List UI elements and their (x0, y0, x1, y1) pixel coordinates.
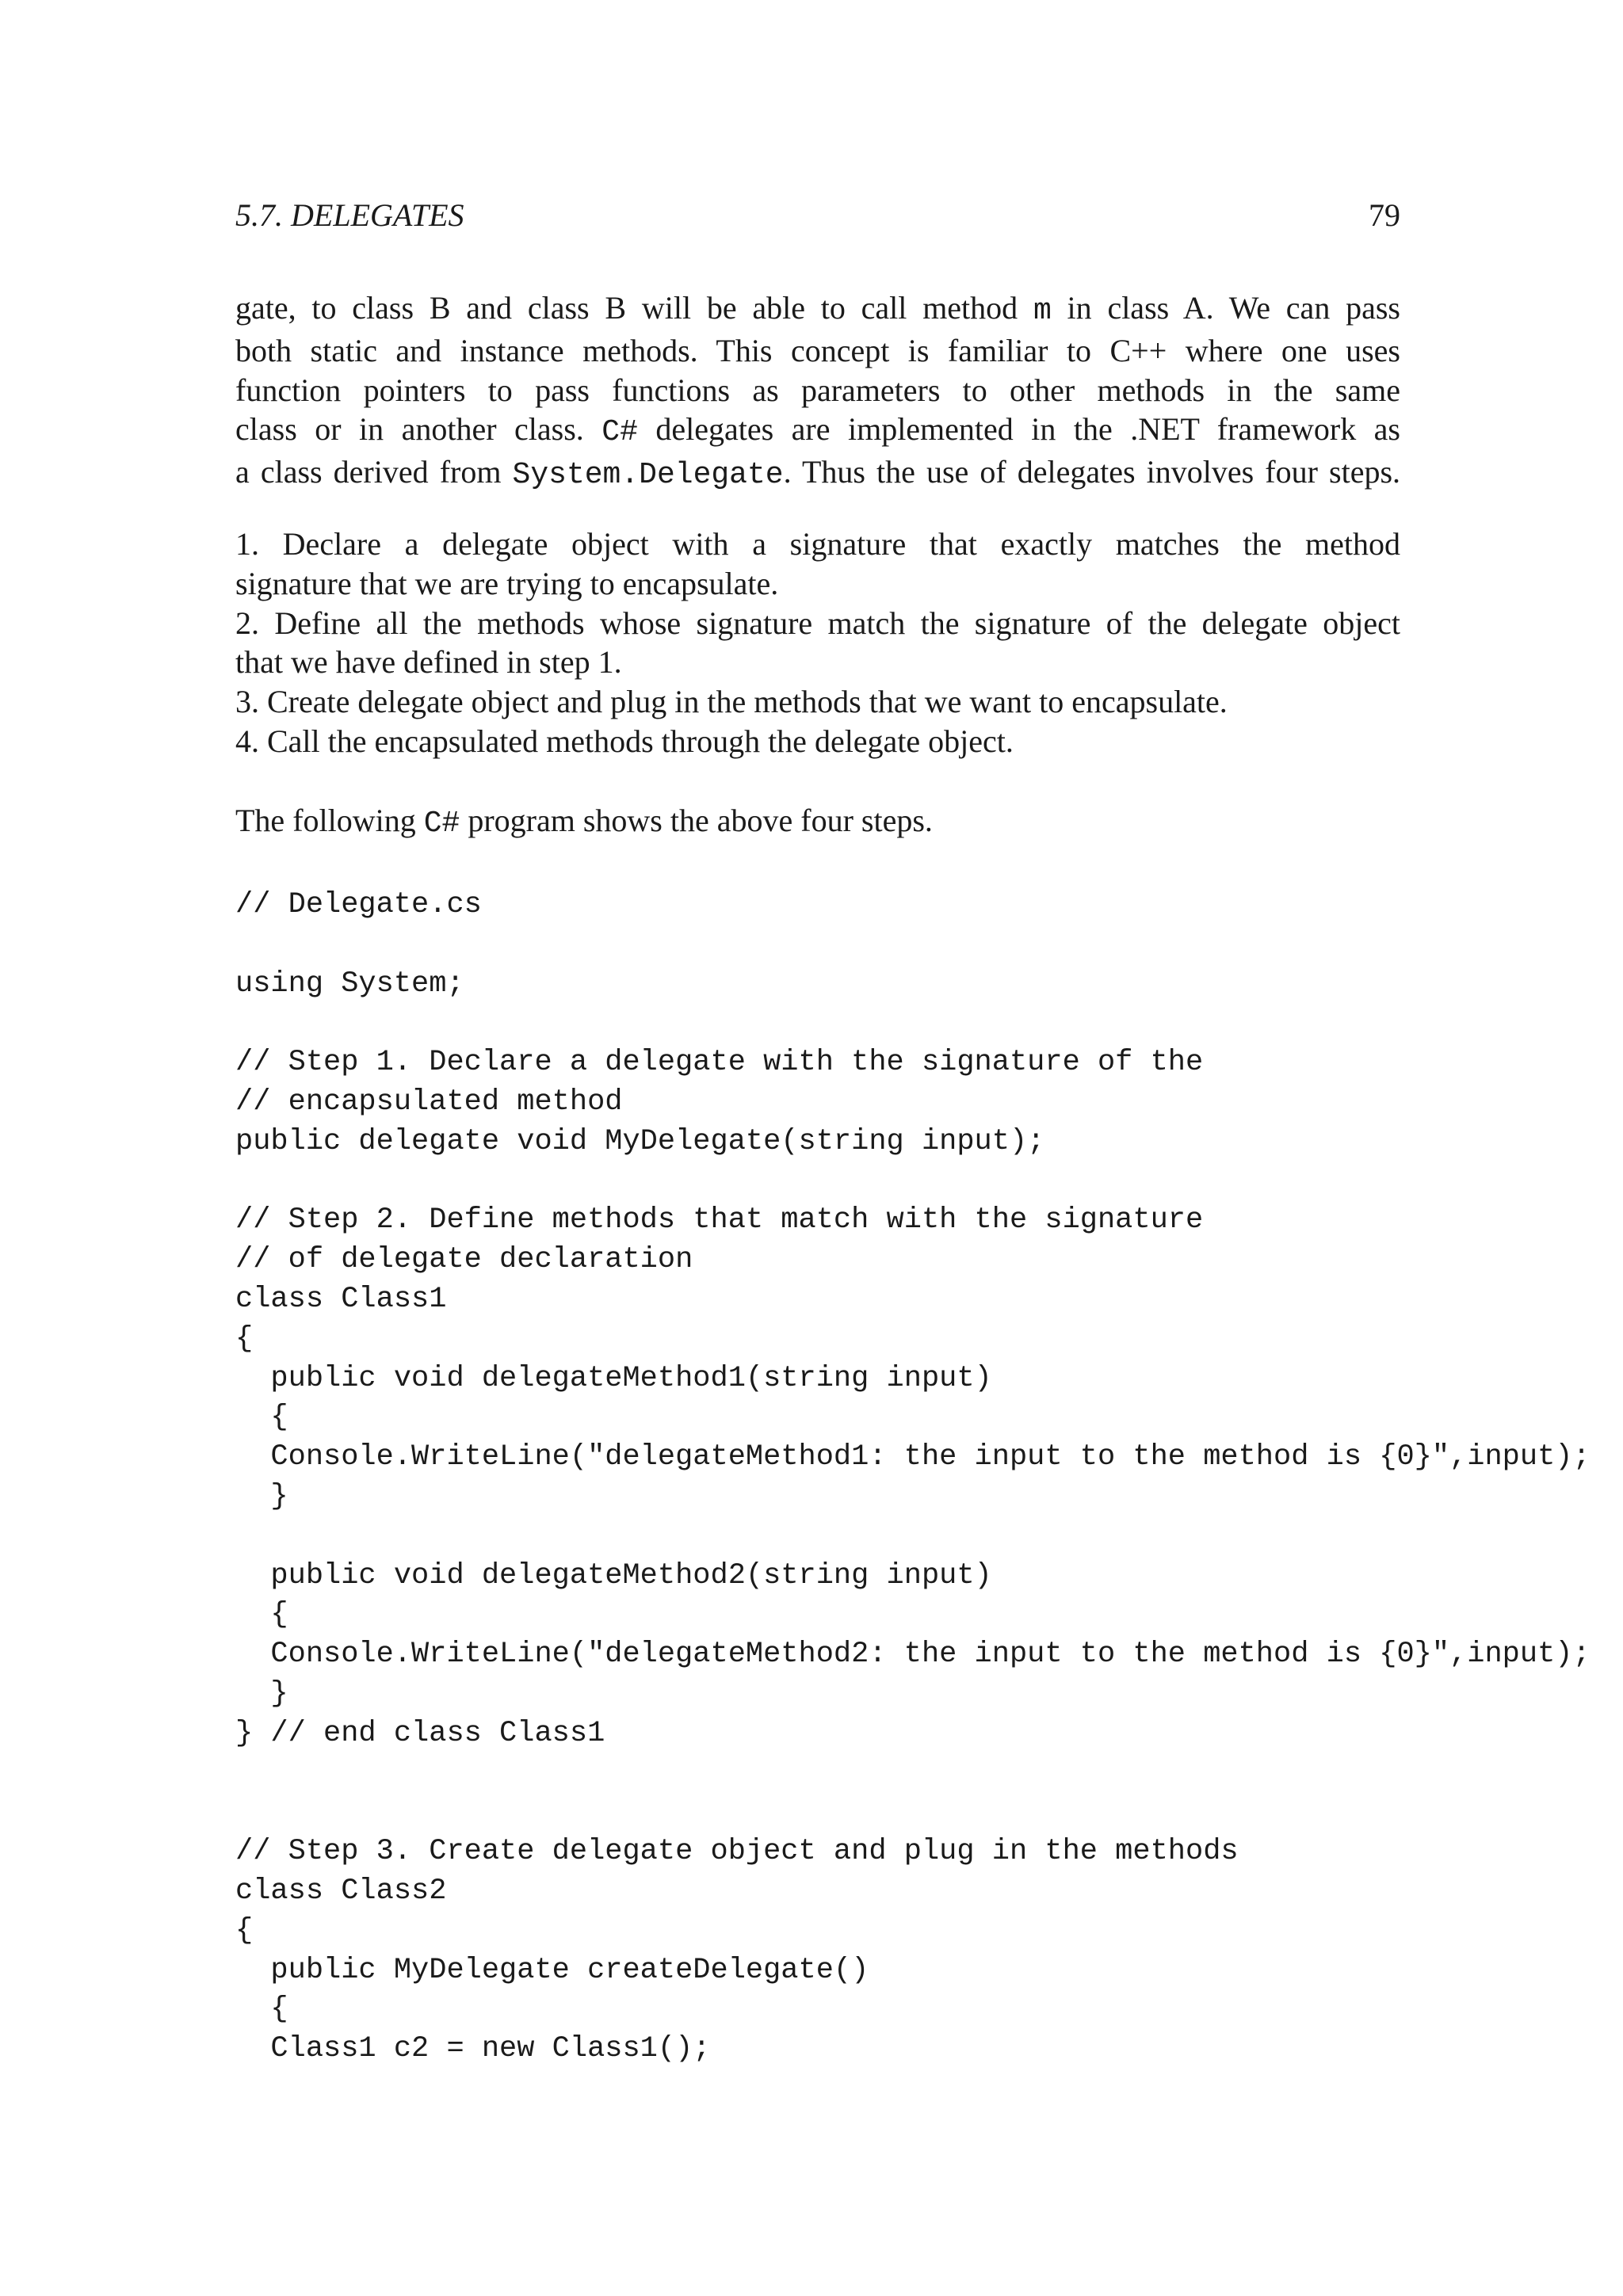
paragraph-line: both static and instance methods. This concept is familiar to C++ where one uses (235, 332, 1400, 368)
inline-code: m (1033, 294, 1052, 328)
code-line: { (235, 1598, 288, 1632)
code-line (235, 1754, 1591, 1794)
paragraph-line (235, 452, 1400, 495)
program-intro (235, 801, 1400, 844)
steps-list (235, 524, 1400, 761)
text-run: gate, to class B and class B will be able to call method (235, 290, 1033, 326)
step-line: that we have defined in step 1. (235, 644, 622, 681)
code-line: { (235, 1322, 254, 1356)
code-line: class Class2 (235, 1874, 447, 1908)
paragraph-delegates-intro (235, 288, 1400, 495)
code-line: { (235, 1401, 288, 1435)
code-line: using System; (235, 967, 464, 1001)
paragraph-line: function pointers to pass functions as parameters to other methods in the same (235, 372, 1400, 408)
code-line (235, 925, 1591, 965)
running-header (235, 196, 1400, 244)
text-run: in class A. We can pass (1051, 290, 1400, 326)
code-line: public void delegateMethod1(string input) (235, 1361, 992, 1395)
code-line: } (235, 1676, 288, 1711)
section-title: 5.7. DELEGATES (235, 197, 464, 233)
text-run: . Thus the use of delegates involves four steps. (783, 454, 1401, 490)
text-run: delegates are implemented in the .NET framework as (637, 411, 1400, 448)
step-line: signature that we are trying to encapsulate. (235, 565, 779, 601)
code-line: } // end class Class1 (235, 1716, 605, 1750)
code-line: { (235, 1913, 254, 1947)
code-line: // of delegate declaration (235, 1243, 693, 1277)
code-line: public void delegateMethod2(string input) (235, 1558, 992, 1592)
code-line: class Class1 (235, 1282, 447, 1316)
inline-code: System.Delegate (512, 458, 784, 493)
code-line: // Delegate.cs (235, 888, 482, 921)
code-line: // Step 1. Declare a delegate with the signature of the (235, 1046, 1204, 1080)
code-line: } (235, 1479, 288, 1513)
code-line: // encapsulated method (235, 1085, 623, 1119)
text-run: program shows the above four steps. (460, 803, 933, 838)
text-run: The following (235, 803, 424, 838)
page-number: 79 (1369, 197, 1400, 233)
code-line: Console.WriteLine("delegateMethod2: the input to the method is {0}",input); (235, 1638, 1591, 1672)
step-line: 1. Declare a delegate object with a signature that exactly matches the method (235, 526, 1400, 562)
step-line: 2. Define all the methods whose signature match the signature of the delegate object (235, 605, 1400, 641)
code-line: // Step 2. Define methods that match with the signature (235, 1203, 1204, 1238)
text-run: class or in another class. (235, 411, 602, 448)
code-listing (235, 886, 1591, 2069)
code-line: Class1 c2 = new Class1(); (235, 2032, 711, 2066)
code-line (235, 1793, 1591, 1833)
paragraph-line (235, 288, 1400, 331)
code-line: public MyDelegate createDelegate() (235, 1953, 869, 1987)
code-line (235, 1004, 1591, 1043)
code-line: // Step 3. Create delegate object and plug in the methods (235, 1835, 1239, 1869)
inline-code: C# (601, 415, 638, 450)
code-line: Console.WriteLine("delegateMethod1: the input to the method is {0}",input); (235, 1440, 1591, 1474)
inline-code: C# (423, 807, 460, 841)
step-line: 3. Create delegate object and plug in the methods that we want to encapsulate. (235, 684, 1228, 720)
paragraph-line (235, 410, 1400, 452)
code-line (235, 1162, 1591, 1202)
paragraph-line (235, 801, 1400, 844)
code-line: public delegate void MyDelegate(string input); (235, 1124, 1045, 1158)
code-line: { (235, 1993, 288, 2027)
text-run: a class derived from (235, 454, 513, 490)
step-line: 4. Call the encapsulated methods through the delegate object. (235, 723, 1014, 759)
code-line (235, 1517, 1591, 1557)
